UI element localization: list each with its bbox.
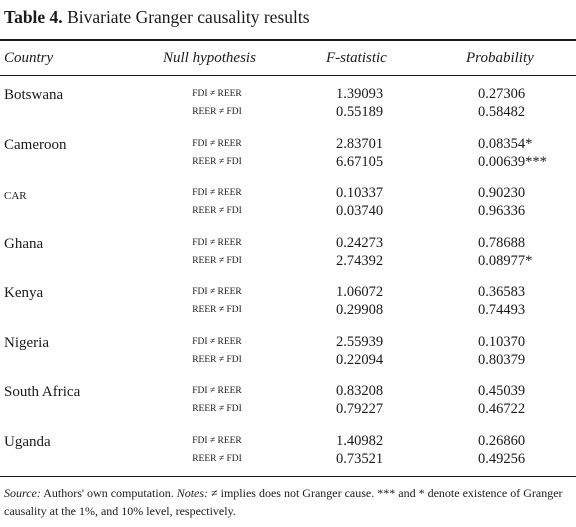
header-rule (0, 75, 576, 76)
probability-1: 0.45039 (478, 383, 526, 399)
f-statistic-2: 0.03740 (336, 203, 384, 219)
hypothesis-reer-fdi: REER ≠ FDI (192, 206, 242, 216)
country-name: Botswana (4, 87, 64, 103)
hypothesis-fdi-reer: FDI ≠ REER (192, 386, 242, 396)
hypothesis-fdi-reer: FDI ≠ REER (192, 139, 242, 149)
f-statistic-2: 0.55189 (336, 104, 384, 120)
country-name: Nigeria (4, 335, 49, 351)
probability-1: 0.90230 (478, 185, 526, 201)
hypothesis-reer-fdi: REER ≠ FDI (192, 107, 242, 117)
probability-1: 0.78688 (478, 235, 526, 251)
country-name: Kenya (4, 285, 44, 301)
probability-2: 0.08977* (478, 253, 533, 269)
hypothesis-reer-fdi: REER ≠ FDI (192, 256, 242, 266)
country-name: Cameroon (4, 137, 67, 153)
f-statistic-1: 1.39093 (336, 86, 384, 102)
top-rule (0, 39, 576, 41)
probability-2: 0.46722 (478, 401, 526, 417)
header-null-hypothesis: Null hypothesis (163, 50, 256, 66)
probability-1: 0.27306 (478, 86, 526, 102)
notes-text: ≠ implies does not Granger cause. *** and * denote existence of Granger causality at the 1%, and 10% level, respectively. (4, 486, 563, 518)
f-statistic-1: 2.83701 (336, 136, 384, 152)
f-statistic-2: 0.29908 (336, 302, 384, 318)
hypothesis-fdi-reer: FDI ≠ REER (192, 337, 242, 347)
f-statistic-2: 0.79227 (336, 401, 384, 417)
source-label: Source: (4, 486, 41, 500)
f-statistic-1: 1.06072 (336, 284, 384, 300)
hypothesis-fdi-reer: FDI ≠ REER (192, 238, 242, 248)
probability-2: 0.96336 (478, 203, 526, 219)
hypothesis-reer-fdi: REER ≠ FDI (192, 454, 242, 464)
probability-2: 0.80379 (478, 352, 526, 368)
f-statistic-2: 6.67105 (336, 154, 384, 170)
probability-2: 0.74493 (478, 302, 526, 318)
country-name: CAR (4, 190, 27, 202)
table-label: Table 4. (4, 7, 63, 27)
footnote (4, 484, 574, 520)
header-probability: Probability (466, 50, 534, 66)
f-statistic-1: 0.24273 (336, 235, 384, 251)
hypothesis-reer-fdi: REER ≠ FDI (192, 305, 242, 315)
probability-2: 0.49256 (478, 451, 526, 467)
probability-1: 0.10370 (478, 334, 526, 350)
header-f-statistic: F-statistic (326, 50, 387, 66)
country-name: Uganda (4, 434, 51, 450)
country-name: Ghana (4, 236, 44, 252)
source-text: Authors' own computation. (43, 486, 174, 500)
probability-2: 0.58482 (478, 104, 526, 120)
hypothesis-reer-fdi: REER ≠ FDI (192, 157, 242, 167)
probability-1: 0.26860 (478, 433, 526, 449)
f-statistic-1: 2.55939 (336, 334, 384, 350)
f-statistic-1: 0.10337 (336, 185, 384, 201)
hypothesis-fdi-reer: FDI ≠ REER (192, 436, 242, 446)
table-caption: Bivariate Granger causality results (67, 7, 310, 27)
notes-label: Notes: (176, 486, 209, 500)
f-statistic-1: 1.40982 (336, 433, 384, 449)
hypothesis-fdi-reer: FDI ≠ REER (192, 188, 242, 198)
table-title (4, 6, 310, 28)
header-country: Country (4, 50, 54, 66)
hypothesis-reer-fdi: REER ≠ FDI (192, 404, 242, 414)
probability-2: 0.00639*** (478, 154, 547, 170)
hypothesis-fdi-reer: FDI ≠ REER (192, 89, 242, 99)
probability-1: 0.36583 (478, 284, 526, 300)
hypothesis-fdi-reer: FDI ≠ REER (192, 287, 242, 297)
f-statistic-1: 0.83208 (336, 383, 384, 399)
f-statistic-2: 2.74392 (336, 253, 384, 269)
bottom-rule (0, 476, 576, 477)
country-name: South Africa (4, 384, 81, 400)
hypothesis-reer-fdi: REER ≠ FDI (192, 355, 242, 365)
f-statistic-2: 0.73521 (336, 451, 384, 467)
probability-1: 0.08354* (478, 136, 533, 152)
f-statistic-2: 0.22094 (336, 352, 384, 368)
